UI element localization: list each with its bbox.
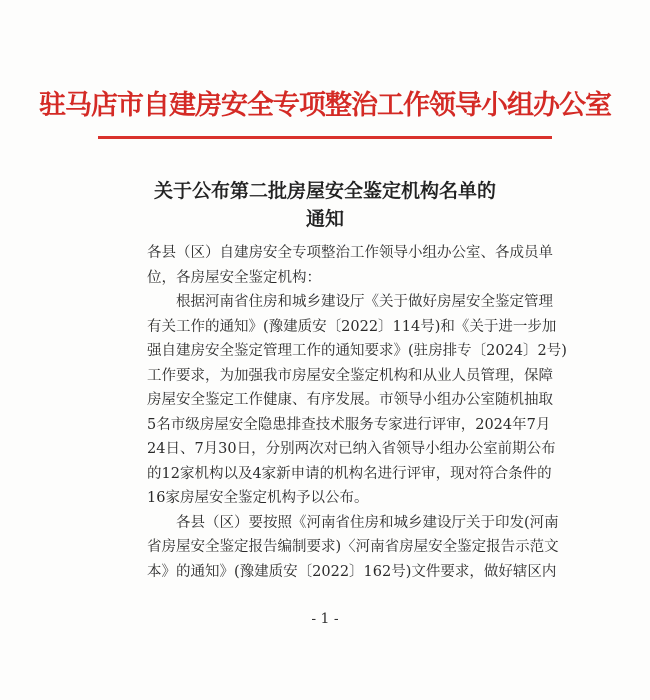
org-header-title: 驻马店市自建房安全专项整治工作领导小组办公室 bbox=[39, 90, 611, 121]
body-line: 5名市级房屋安全隐患排查技术服务专家进行评审，2024年7月 bbox=[147, 416, 551, 433]
body-line: 省房屋安全鉴定报告编制要求)〈河南省房屋安全鉴定报告示范文 bbox=[147, 539, 559, 555]
body-line: 16家房屋安全鉴定机构予以公布。 bbox=[147, 490, 369, 506]
body-line: 各县（区）要按照《河南省住房和城乡建设厅关于印发(河南 bbox=[147, 514, 559, 531]
page-number: - 1 - bbox=[311, 611, 339, 627]
header-red-rule bbox=[98, 136, 552, 139]
document-body bbox=[147, 241, 567, 584]
body-line: 位，各房屋安全鉴定机构： bbox=[147, 269, 321, 286]
body-line: 的12家机构以及4家新申请的机构名进行评审，现对符合条件的 bbox=[147, 465, 552, 482]
document-title-line-2: 通知 bbox=[305, 208, 344, 230]
body-line: 有关工作的通知》(豫建质安〔2022〕114号)和《关于进一步加 bbox=[147, 318, 557, 335]
body-line: 根据河南省住房和城乡建设厅《关于做好房屋安全鉴定管理 bbox=[147, 294, 553, 310]
body-line: 24日、7月30日，分别两次对已纳入省领导小组办公室前期公布 bbox=[147, 441, 556, 457]
body-line: 各县（区）自建房安全专项整治工作领导小组办公室、各成员单 bbox=[147, 245, 553, 261]
document-title-line-1: 关于公布第二批房屋安全鉴定机构名单的 bbox=[153, 180, 496, 202]
body-line: 本》的通知》(豫建质安〔2022〕162号)文件要求，做好辖区内 bbox=[147, 563, 557, 580]
body-line: 工作要求，为加强我市房屋安全鉴定机构和从业人员管理，保障 bbox=[147, 367, 553, 384]
body-line: 房屋安全鉴定工作健康、有序发展。市领导小组办公室随机抽取 bbox=[147, 392, 553, 408]
body-line: 强自建房安全鉴定管理工作的通知要求》(驻房排专〔2024〕2号) bbox=[147, 343, 567, 359]
